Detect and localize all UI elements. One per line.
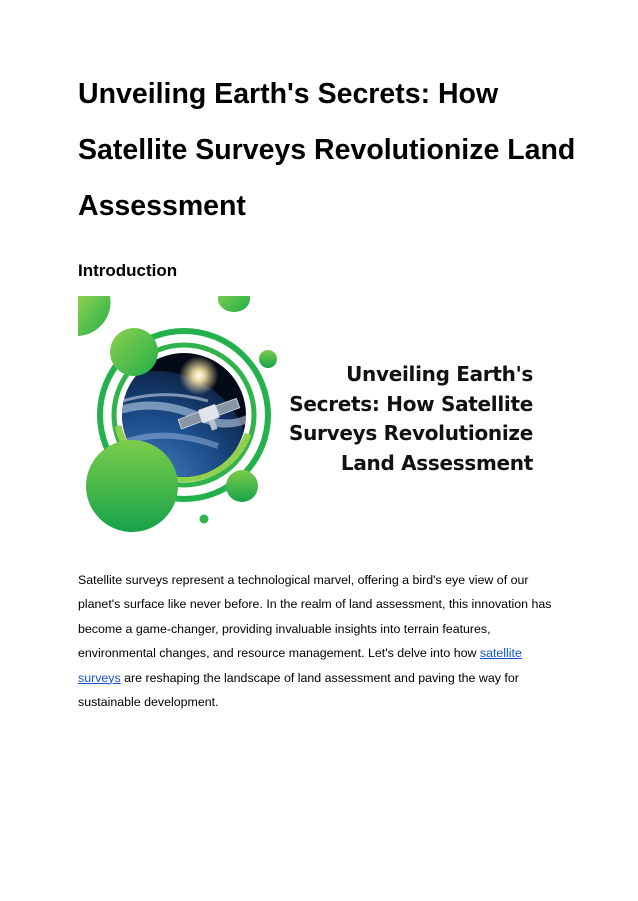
paragraph-text-start: Satellite surveys represent a technological marvel, offering a bird's eye view of our planet's surface like never before. In the realm of land assessment, this innovation has become a game-changer, providing invaluable insights into terrain features, environmental changes, and resource management. Let's delve into how (78, 573, 552, 661)
decor-quarter-circle (78, 296, 111, 336)
decor-circle-upper (110, 328, 158, 376)
satellite-surveys-link[interactable]: satellite surveys (78, 646, 522, 685)
section-heading-introduction: Introduction (78, 261, 178, 280)
banner-line-3: Surveys Revolutionize (288, 421, 533, 445)
paragraph-text-end: are reshaping the landscape of land assessment and paving the way for sustainable development. (78, 670, 519, 710)
decor-dot-bottom (200, 515, 209, 524)
banner-line-2: Secrets: How Satellite (289, 391, 533, 416)
banner-line-1: Unveiling Earth's (346, 362, 533, 386)
decor-circle-large-bottom (86, 440, 178, 532)
article-banner-image (78, 296, 560, 534)
banner-heading (253, 360, 533, 478)
page-title: Unveiling Earth's Secrets: How Satellite Surveys Revolutionize Land Assessment (78, 78, 576, 222)
intro-paragraph (78, 568, 558, 714)
banner-line-4: Land Assessment (340, 450, 533, 475)
